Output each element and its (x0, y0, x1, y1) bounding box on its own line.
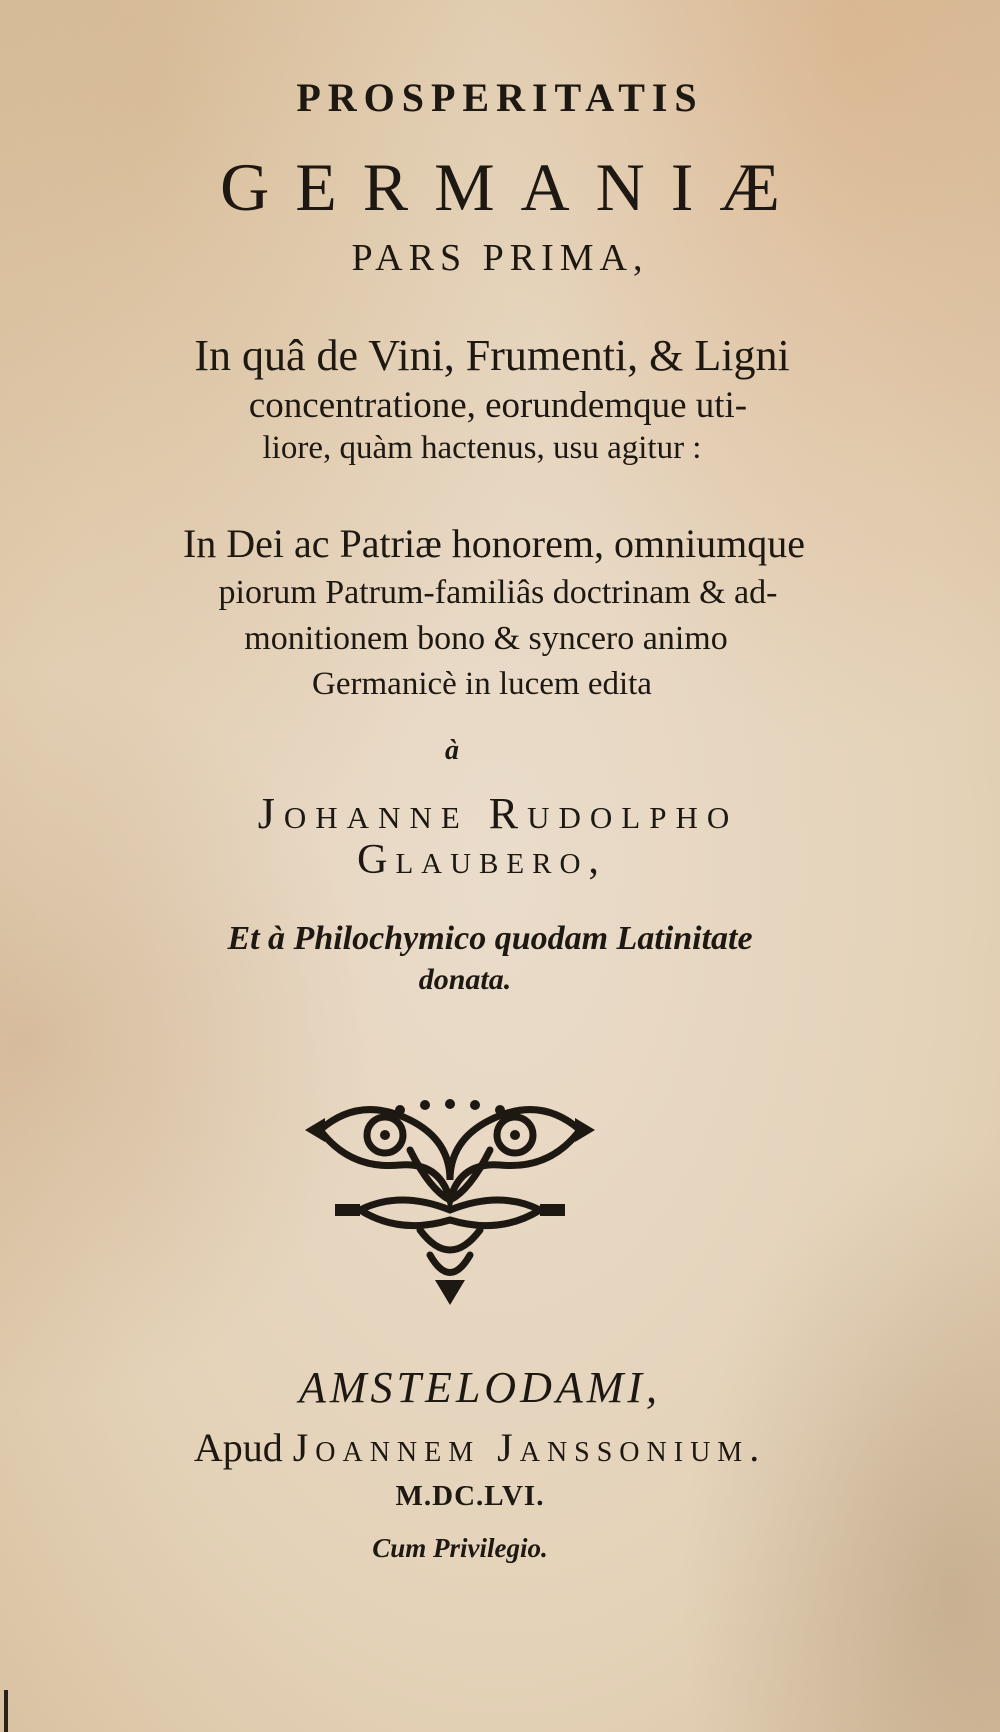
dedication-line-3: monitionem bono & syncero animo (244, 620, 728, 657)
title-line-2: GERMANIÆ (220, 149, 806, 225)
author-line-1: Johanne Rudolpho (257, 789, 739, 838)
by-preposition: à (445, 735, 459, 766)
subtitle-line-3: liore, quàm hactenus, usu agitur : (262, 430, 702, 466)
translator-line-2: donata. (418, 963, 512, 996)
printer-ornament-icon (300, 1090, 600, 1310)
title-line-1: PROSPERITATIS (296, 75, 704, 120)
dedication-line-1: In Dei ac Patriæ honorem, omniumque (182, 521, 806, 566)
translator-line-1: Et à Philochymico quodam Latinitate (227, 920, 753, 957)
title-line-3: PARS PRIMA, (351, 237, 649, 279)
dedication-line-2: piorum Patrum-familiâs doctrinam & ad- (218, 574, 778, 611)
imprint-place: AMSTELODAMI, (298, 1363, 662, 1412)
page-edge-shadow (4, 1690, 8, 1732)
subtitle-line-2: concentratione, eorundemque uti- (248, 385, 748, 426)
subtitle-line-1: In quâ de Vini, Frumenti, & Ligni (194, 331, 790, 380)
dedication-line-4: Germanicè in lucem edita (312, 666, 652, 702)
imprint-year: M.DC.LVI. (395, 1480, 545, 1512)
imprint-privilege: Cum Privilegio. (372, 1533, 548, 1563)
publisher-prefix: Apud (193, 1425, 283, 1470)
publisher-name: Joannem Janssonium. (292, 1425, 767, 1470)
author-line-2: Glaubero, (357, 837, 607, 883)
imprint-publisher (0, 1424, 980, 1471)
